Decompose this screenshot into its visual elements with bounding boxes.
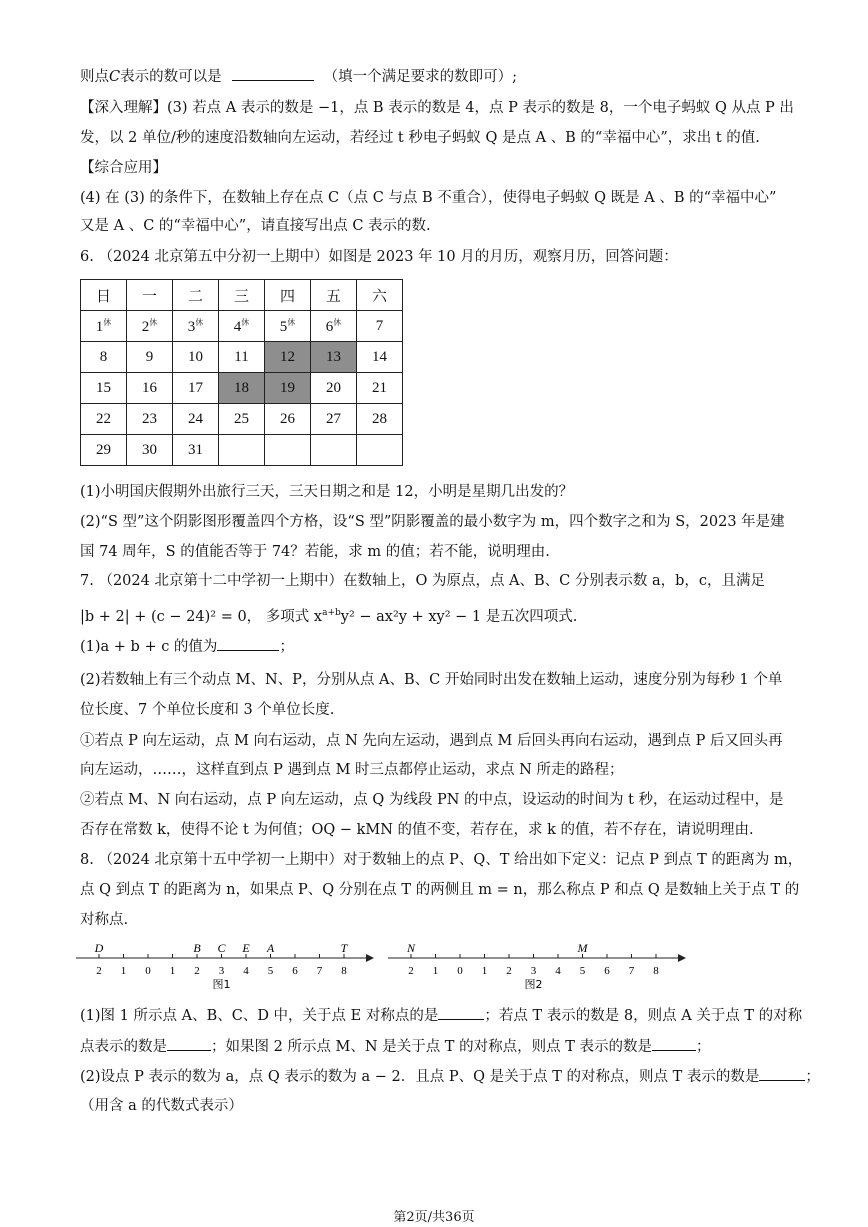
tick-label: 8 — [653, 965, 659, 977]
tick-label: 6 — [292, 965, 298, 977]
text-line — [80, 1036, 710, 1057]
holiday-mark: 休 — [149, 317, 158, 327]
holiday-mark: 休 — [195, 317, 204, 327]
calendar-day-cell: 21 — [357, 373, 403, 404]
tick-label: 2 — [194, 965, 200, 977]
math-var: C — [109, 69, 121, 85]
text-line: （用含 a 的代数式表示） — [80, 1098, 243, 1114]
point-label: M — [577, 941, 588, 955]
tick-label: 0 — [145, 965, 151, 977]
calendar-day-cell — [357, 435, 403, 466]
tick-label: 5 — [579, 965, 586, 977]
calendar-header-cell: 五 — [311, 280, 357, 311]
calendar-header-cell: 六 — [357, 280, 403, 311]
section-heading: 【综合应用】 — [80, 160, 167, 176]
tick-label: 7 — [628, 965, 635, 977]
holiday-mark: 休 — [333, 317, 342, 327]
text-line: 【深入理解】(3) 若点 A 表示的数是 −1，点 B 表示的数是 4，点 P 表示的数是 8，一个电子蚂蚁 Q 从点 P 出 — [80, 100, 794, 116]
text-line: (4) 在 (3) 的条件下，在数轴上存在点 C（点 C 与点 B 不重合），使得电子蚂蚁 Q 既是 A 、B 的“幸福中心” — [80, 190, 777, 206]
axis-arrow — [366, 954, 374, 962]
calendar-day-cell: 18 — [219, 373, 265, 404]
calendar-table — [80, 279, 403, 466]
point-label: A — [266, 941, 275, 955]
calendar-header-cell: 三 — [219, 280, 265, 311]
holiday-mark: 休 — [287, 317, 296, 327]
calendar-week-row — [81, 435, 403, 466]
calendar-day-cell — [311, 435, 357, 466]
holiday-mark: 休 — [103, 317, 112, 327]
answer-blank[interactable] — [759, 1066, 805, 1081]
calendar-day-cell — [265, 435, 311, 466]
text-line — [80, 66, 517, 87]
calendar-day-cell: 24 — [173, 404, 219, 435]
answer-blank[interactable] — [652, 1036, 696, 1051]
calendar-day-cell: 29 — [81, 435, 127, 466]
text-line: 发，以 2 单位/秒的速度沿数轴向左运动，若经过 t 秒电子蚂蚁 Q 是点 A 、B 的“幸福中心”，求出 t 的值. — [80, 130, 760, 146]
axis-arrow — [678, 954, 686, 962]
calendar-day-cell: 27 — [311, 404, 357, 435]
calendar-header-cell: 四 — [265, 280, 311, 311]
number-line-figure-2 — [388, 941, 686, 991]
text-line: 点 Q 到点 T 的距离为 n，如果点 P、Q 分别在点 T 的两侧且 m = n，那么称点 P 和点 Q 是数轴上关于点 T 的 — [80, 882, 800, 898]
tick-label: 4 — [243, 965, 249, 977]
text-span: (1)a + b + c 的值为 — [80, 639, 218, 655]
calendar-day-cell: 26 — [265, 404, 311, 435]
calendar-day-cell: $5^休$ — [265, 311, 311, 342]
calendar-day-cell: 31 — [173, 435, 219, 466]
calendar-day-cell: 16 — [127, 373, 173, 404]
number-line-figure-1 — [76, 941, 374, 991]
tick-label: 7 — [316, 965, 323, 977]
calendar-day-cell: 15 — [81, 373, 127, 404]
tick-label: 1 — [169, 965, 176, 977]
text-line: ①若点 P 向左运动，点 M 向右运动，点 N 先向左运动，遇到点 M 后回头再向右运动，遇到点 P 后又回头再 — [80, 733, 783, 749]
tick-label: 3 — [530, 965, 537, 977]
calendar-week-row — [81, 342, 403, 373]
calendar-day-cell: 7 — [357, 311, 403, 342]
point-label: E — [242, 941, 250, 955]
calendar-week-row — [81, 404, 403, 435]
calendar-day-cell: $6^休$ — [311, 311, 357, 342]
tick-label: 2 — [96, 965, 102, 977]
calendar-day-cell: $1^休$ — [81, 311, 127, 342]
text-line: 否存在常数 k，使得不论 t 为何值；OQ − kMN 的值不变，若存在，求 k 的值，若不存在，请说明理由. — [80, 822, 754, 838]
calendar-day-cell: 14 — [357, 342, 403, 373]
tick-label: 1 — [120, 965, 127, 977]
calendar-header-cell: 二 — [173, 280, 219, 311]
text-line: 对称点. — [80, 912, 129, 928]
text-span: 点表示的数是 — [80, 1039, 167, 1055]
number-line-figures — [70, 936, 700, 992]
calendar-day-cell: 19 — [265, 373, 311, 404]
calendar-day-cell: 10 — [173, 342, 219, 373]
tick-label: 3 — [218, 965, 225, 977]
calendar-day-cell: 8 — [81, 342, 127, 373]
tick-label: 1 — [432, 965, 439, 977]
tick-label: 2 — [506, 965, 512, 977]
math-exponent: a+b — [322, 608, 341, 618]
calendar-week-row — [81, 373, 403, 404]
calendar-day-cell: 23 — [127, 404, 173, 435]
text-span: ；若点 T 表示的数是 8，则点 A 关于点 T 的对称 — [484, 1008, 803, 1024]
tick-label: 4 — [555, 965, 561, 977]
tick-label: 6 — [604, 965, 610, 977]
text-span: ； — [279, 639, 294, 655]
calendar-day-cell: 17 — [173, 373, 219, 404]
text-span: （填一个满足要求的数即可）; — [323, 69, 517, 85]
text-line: ②若点 M、N 向右运动，点 P 向左运动，点 Q 为线段 PN 的中点，设运动的时间为 t 秒，在运动过程中，是 — [80, 792, 784, 808]
text-span: y² − ax²y + xy² − 1 是五次四项式. — [340, 608, 578, 625]
answer-blank[interactable] — [438, 1005, 484, 1020]
text-span: 则点 — [80, 69, 109, 85]
calendar-header-row — [81, 280, 403, 311]
calendar-day-cell: 9 — [127, 342, 173, 373]
text-line: (1)小明国庆假期外出旅行三天，三天日期之和是 12，小明是星期几出发的？ — [80, 484, 574, 500]
text-line: (2)若数轴上有三个动点 M、N、P，分别从点 A、B、C 开始同时出发在数轴上运动，速度分别为每秒 1 个单 — [80, 672, 783, 688]
tick-label: 8 — [341, 965, 347, 977]
text-span: 多项式 x — [265, 608, 323, 625]
calendar-day-cell: $3^休$ — [173, 311, 219, 342]
tick-label: 0 — [457, 965, 463, 977]
calendar-day-cell: 30 — [127, 435, 173, 466]
calendar-day-cell: 28 — [357, 404, 403, 435]
text-line — [80, 636, 294, 657]
text-line — [80, 1005, 802, 1026]
text-line: 国 74 周年，S 的值能否等于 74？若能，求 m 的值；若不能，说明理由. — [80, 544, 550, 560]
text-line: 又是 A 、C 的“幸福中心”，请直接写出点 C 表示的数. — [80, 218, 431, 234]
page-number: 第2页/共36页 — [393, 1210, 475, 1225]
answer-blank[interactable] — [217, 636, 279, 651]
figure-caption: 图2 — [524, 978, 543, 991]
text-span: (1)图 1 所示点 A、B、C、D 中，关于点 E 对称点的是 — [80, 1008, 439, 1024]
text-span: ； — [805, 1069, 820, 1085]
calendar-day-cell: 25 — [219, 404, 265, 435]
text-span: ；如果图 2 所示点 M、N 是关于点 T 的对称点，则点 T 表示的数是 — [211, 1039, 652, 1055]
answer-blank[interactable] — [232, 66, 314, 81]
point-label: B — [193, 941, 201, 955]
text-span: ； — [695, 1039, 711, 1055]
calendar-week-row — [81, 311, 403, 342]
text-span: 表示的数可以是 — [120, 69, 222, 85]
text-span: (2)设点 P 表示的数为 a，点 Q 表示的数为 a − 2．且点 P、Q 是关于点 T 的对称点，则点 T 表示的数是 — [80, 1069, 760, 1085]
calendar-header-cell: 一 — [127, 280, 173, 311]
text-line — [80, 603, 577, 627]
text-line: 向左运动，……，这样直到点 P 遇到点 M 时三点都停止运动，求点 N 所走的路程； — [80, 762, 624, 778]
calendar-day-cell: $4^休$ — [219, 311, 265, 342]
calendar-day-cell: 20 — [311, 373, 357, 404]
point-label: N — [406, 941, 416, 955]
question-8-title: 8. （2024 北京第十五中学初一上期中）对于数轴上的点 P、Q、T 给出如下定义：记点 P 到点 T 的距离为 m， — [80, 852, 803, 868]
tick-label: 2 — [408, 965, 414, 977]
calendar-day-cell: 13 — [311, 342, 357, 373]
tick-label: 1 — [481, 965, 488, 977]
point-label: D — [94, 941, 104, 955]
holiday-mark: 休 — [241, 317, 250, 327]
calendar-day-cell: $2^休$ — [127, 311, 173, 342]
calendar-day-cell — [219, 435, 265, 466]
tick-label: 5 — [267, 965, 274, 977]
point-label: C — [217, 941, 226, 955]
calendar-day-cell: 22 — [81, 404, 127, 435]
question-6-title: 6. （2024 北京第五中分初一上期中）如图是 2023 年 10 月的月历，观察月历，回答问题： — [80, 249, 678, 265]
calendar-day-cell: 12 — [265, 342, 311, 373]
calendar-header-cell: 日 — [81, 280, 127, 311]
point-label: T — [340, 941, 348, 955]
calendar-day-cell: 11 — [219, 342, 265, 373]
math-expression: |b + 2| + (c − 24)² = 0， — [80, 608, 262, 625]
text-line — [80, 1066, 820, 1087]
answer-blank[interactable] — [167, 1036, 211, 1051]
text-line: (2)“S 型”这个阴影图形覆盖四个方格，设“S 型”阴影覆盖的最小数字为 m，四个数字之和为 S，2023 年是建 — [80, 514, 785, 530]
text-line: 位长度、7 个单位长度和 3 个单位长度. — [80, 702, 335, 718]
question-7-title: 7. （2024 北京第十二中学初一上期中）在数轴上，O 为原点，点 A、B、C 分别表示数 a，b，c，且满足 — [80, 573, 766, 589]
figure-caption: 图1 — [212, 978, 231, 991]
